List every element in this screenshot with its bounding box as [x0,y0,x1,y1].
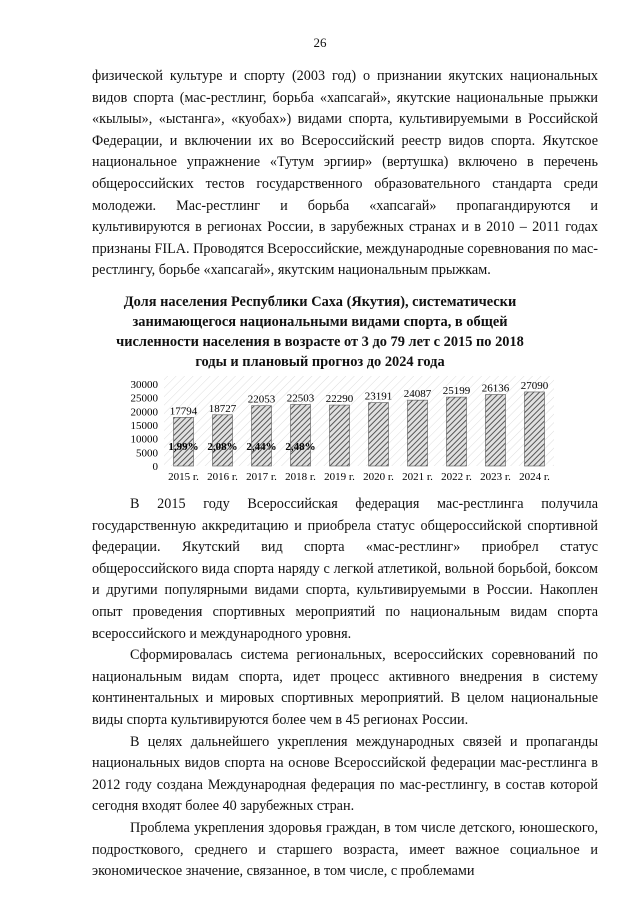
bar-value-label: 27090 [520,379,549,392]
body-text-block [92,494,598,883]
bar [330,405,350,466]
y-tick-label: 10000 [130,433,158,446]
x-tick-label: 2023 г. [480,471,511,483]
paragraph-2: Сформировалась система региональных, всероссийских соревнований по национальным видам спорта, идет процесс активного внедрения в систему континентальных и мировых спортивных мероприятий. В целом национальные виды спорта культивируются более чем в 45 регионах России. [92,647,598,728]
intro-text-block [92,66,598,282]
page-number: 26 [313,35,327,50]
y-tick-label: 25000 [130,392,158,405]
bar-value-label: 22503 [286,392,315,405]
bar-value-label: 18727 [208,402,237,415]
bar-value-label: 24087 [403,388,432,401]
x-tick-label: 2024 г. [519,471,550,483]
bar-value-label: 22290 [325,393,354,406]
bar-percent-label: 2,48% [285,441,316,453]
y-tick-label: 0 [152,461,158,473]
bar [291,404,311,466]
x-tick-label: 2015 г. [168,471,199,483]
bar-percent-label: 2,44% [246,441,277,453]
bar-value-label: 23191 [364,390,393,403]
bar [369,403,389,466]
paragraph-1: В 2015 году Всероссийская федерация мас-рестлинга получила государственную аккредитацию и приобрела статус общероссийской спортивной федерации. Якутский вид спорта «мас-рестлинг» приобрел статус общероссийского вида спорта наряду с легкой атлетикой, вольной борьбой, боксом и другими популярными видами спорта, культивируемыми в России. Накоплен опыт проведения спортивных мероприятий по национальным видам спорта всероссийского и международного уровня. [92,496,598,642]
bar-value-label: 25199 [442,385,471,398]
bar-value-label: 26136 [481,382,510,395]
bar-value-label: 17794 [169,405,198,418]
bar-value-label: 22053 [247,393,276,406]
x-tick-label: 2021 г. [402,471,433,483]
bar-chart [114,370,564,486]
y-tick-label: 30000 [130,379,158,391]
x-tick-label: 2022 г. [441,471,472,483]
x-tick-label: 2020 г. [363,471,394,483]
chart-svg [114,370,564,486]
y-tick-label: 5000 [136,447,158,460]
y-axis [131,379,159,473]
x-tick-label: 2019 г. [324,471,355,483]
bar [486,395,506,466]
y-tick-label: 15000 [130,420,158,432]
x-tick-label: 2017 г. [246,471,277,483]
bar [525,392,545,466]
chart-title: Доля населения Республики Саха (Якутия), систематически занимающегося национальными видами спорта, в общей численности населения в возрасте от 3 до 79 лет с 2015 по 2018 годы и плановый прогноз до 2024 года [116,294,524,370]
paragraph-top: физической культуре и спорту (2003 год) о признании якутских национальных видов спорта (мас-рестлинг, борьба «хапсагай», якутские национальные прыжки «кылыы», «ыстанга», «куобах») видами спорта, культивируемыми в Российской Федерации, и включении их во Всероссийский реестр видов спорта. Якутское национальное упражнение «Тутум эргиир» (вертушка) включено в перечень общероссийских тестов государственного образовательного стандарта среди молодежи. Мас-рестлинг и борьба «хапсагай» пропагандируются и культивируются в регионах России, в зарубежных странах и в 2010 – 2011 годах признаны FILA. Проводятся Всероссийские, международные соревнования по мас-рестлингу, борьбе «хапсагай», якутским национальным прыжкам. [92,68,598,279]
y-tick-label: 20000 [130,406,158,419]
x-tick-label: 2018 г. [285,471,316,483]
bar [252,406,272,466]
paragraph-3: В целях дальнейшего укрепления международных связей и пропаганды национальных видов спорта на основе Всероссийской федерации мас-рестлинга в 2012 году создана Международная федерация по мас-рестлингу, в состав которой сегодня входят более 40 зарубежных стран. [92,733,598,815]
x-axis [168,471,550,483]
x-tick-label: 2016 г. [207,471,238,483]
paragraph-4: Проблема укрепления здоровья граждан, в том числе детского, юношеского, подросткового, среднего и старшего возраста, имеет важное социальное и экономическое значение, связанное, в том числе, с проблемами [92,819,598,880]
bar [447,397,467,466]
bar-percent-label: 2,08% [207,441,238,453]
bar-percent-label: 1,99% [168,441,199,453]
bar [408,400,428,466]
